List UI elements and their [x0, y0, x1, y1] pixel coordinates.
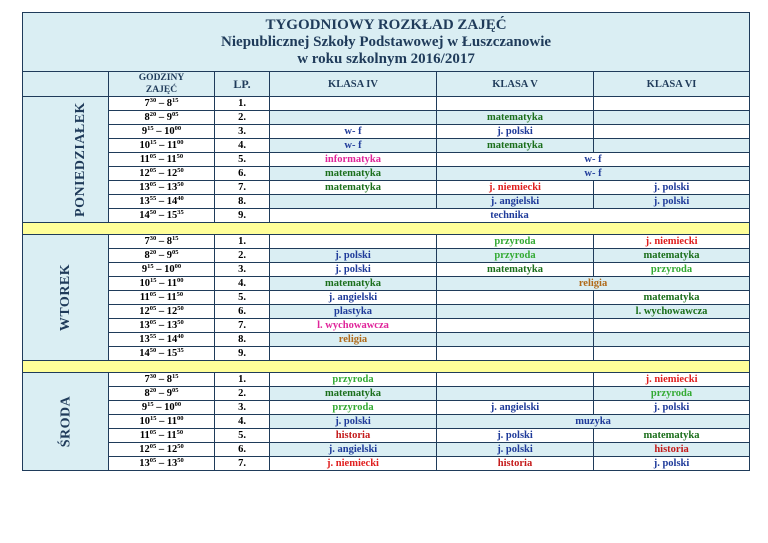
time-end-hour: 12: [166, 168, 178, 179]
time-end-hour: 11: [167, 278, 177, 289]
subject-cell: [594, 125, 750, 139]
time-start-hour: 10: [139, 278, 151, 289]
lesson-time: $14^{50} - 15^{35}$: [109, 347, 215, 361]
subject-cell: j. polski: [437, 125, 594, 139]
subject-cell: [437, 97, 594, 111]
time-start-hour: 13: [139, 334, 150, 345]
header-class-4: KLASA IV: [270, 72, 437, 97]
lesson-number: 4.: [215, 139, 270, 153]
lesson-time: $8^{20} - 9^{05}$: [109, 111, 215, 125]
lesson-number: 3.: [215, 263, 270, 277]
lesson-number: 8.: [215, 195, 270, 209]
lesson-time: $12^{05} - 12^{50}$: [109, 167, 215, 181]
time-end-min: 40: [177, 195, 184, 202]
subject-cell: j. polski: [270, 263, 437, 277]
time-end-min: 50: [177, 167, 184, 174]
time-end-min: 50: [177, 319, 184, 326]
lesson-number: 5.: [215, 429, 270, 443]
subject-cell: j. niemiecki: [437, 181, 594, 195]
time-start-min: 50: [149, 209, 157, 216]
lesson-number: 6.: [215, 443, 270, 457]
subject-cell: matematyka: [270, 167, 437, 181]
subject-cell: l. wychowawcza: [594, 305, 750, 319]
time-end-min: 50: [177, 181, 184, 188]
lesson-row: [23, 277, 750, 291]
lesson-number: 8.: [215, 333, 270, 347]
lesson-number: 3.: [215, 401, 270, 415]
lesson-time: $7^{30} - 8^{15}$: [109, 97, 215, 111]
subject-cell: [270, 97, 437, 111]
subject-cell: matematyka: [270, 181, 437, 195]
lesson-row: [23, 401, 750, 415]
time-end-hour: 13: [166, 182, 178, 193]
subject-cell: j. angielski: [270, 291, 437, 305]
day-label-cell: [23, 235, 109, 361]
time-end-hour: 14: [166, 334, 178, 345]
schedule-title: [23, 13, 750, 72]
subject-cell: [270, 235, 437, 249]
lesson-row: [23, 429, 750, 443]
time-end-min: 00: [174, 125, 182, 132]
lesson-number: 2.: [215, 387, 270, 401]
schedule-wrapper: [22, 12, 749, 471]
time-start-min: 55: [149, 333, 157, 340]
header-row: [23, 72, 750, 97]
subject-cell: przyroda: [437, 235, 594, 249]
time-start-min: 15: [150, 139, 157, 146]
lesson-row: [23, 249, 750, 263]
lesson-time: $10^{15} - 11^{00}$: [109, 415, 215, 429]
subject-cell: j. polski: [594, 181, 750, 195]
time-end-hour: 14: [166, 196, 178, 207]
lesson-number: 7.: [215, 181, 270, 195]
time-end-min: 50: [176, 153, 184, 160]
header-hours: [109, 72, 215, 97]
time-start-hour: 10: [139, 140, 151, 151]
subject-cell: j. angielski: [270, 443, 437, 457]
subject-cell: [437, 319, 594, 333]
time-end-hour: 10: [164, 402, 175, 413]
time-end-min: 00: [176, 139, 184, 146]
lesson-row: [23, 305, 750, 319]
time-end-min: 15: [172, 373, 179, 380]
time-end-hour: 13: [166, 320, 178, 331]
lesson-time: $13^{05} - 13^{50}$: [109, 457, 215, 471]
day-name: ŚRODA: [57, 395, 73, 447]
lesson-number: 2.: [215, 249, 270, 263]
lesson-row: [23, 291, 750, 305]
time-start-min: 20: [149, 249, 157, 256]
lesson-time: $11^{05} - 11^{50}$: [109, 429, 215, 443]
lesson-number: 1.: [215, 373, 270, 387]
subject-cell: [270, 195, 437, 209]
lesson-row: [23, 167, 750, 181]
time-start-min: 15: [150, 415, 157, 422]
time-start-min: 20: [149, 387, 157, 394]
lesson-row: [23, 181, 750, 195]
time-start-hour: 13: [139, 320, 150, 331]
subject-cell: matematyka: [594, 249, 750, 263]
lesson-number: 6.: [215, 167, 270, 181]
time-start-hour: 11: [139, 154, 150, 165]
subject-cell: [594, 139, 750, 153]
subject-cell: matematyka: [437, 111, 594, 125]
lesson-time: $10^{15} - 11^{00}$: [109, 139, 215, 153]
time-start-hour: 8: [144, 112, 150, 123]
lesson-number: 6.: [215, 305, 270, 319]
subject-cell: [437, 347, 594, 361]
subject-cell: [437, 387, 594, 401]
lesson-time: $9^{15} - 10^{00}$: [109, 125, 215, 139]
time-end-min: 35: [177, 347, 184, 354]
day-separator: [23, 223, 750, 235]
lesson-row: [23, 263, 750, 277]
subject-cell: [437, 291, 594, 305]
time-start-hour: 7: [144, 98, 150, 109]
lesson-row: [23, 97, 750, 111]
time-start-hour: 12: [139, 306, 150, 317]
subject-cell: matematyka: [437, 263, 594, 277]
lesson-number: 1.: [215, 235, 270, 249]
lesson-number: 3.: [215, 125, 270, 139]
time-end-hour: 11: [166, 292, 177, 303]
time-start-min: 20: [149, 111, 157, 118]
time-start-min: 05: [149, 319, 157, 326]
time-start-min: 15: [147, 263, 154, 270]
time-end-hour: 11: [166, 430, 177, 441]
title-line-1: TYGODNIOWY ROZKŁAD ZAJĘĆ: [265, 16, 507, 33]
lesson-row: [23, 319, 750, 333]
lesson-time: $11^{05} - 11^{50}$: [109, 291, 215, 305]
lesson-time: $13^{05} - 13^{50}$: [109, 319, 215, 333]
subject-cell: j. polski: [270, 249, 437, 263]
subject-cell: historia: [437, 457, 594, 471]
header-class-6: KLASA VI: [594, 72, 750, 97]
time-end-min: 15: [172, 235, 179, 242]
lesson-row: [23, 195, 750, 209]
subject-cell: j. polski: [594, 195, 750, 209]
time-start-min: 30: [149, 373, 157, 380]
time-start-hour: 11: [139, 430, 150, 441]
time-start-min: 30: [149, 235, 157, 242]
subject-cell: przyroda: [594, 387, 750, 401]
time-start-hour: 12: [139, 168, 150, 179]
subject-cell: w- f: [270, 139, 437, 153]
time-start-hour: 9: [141, 126, 148, 137]
time-end-hour: 13: [166, 458, 178, 469]
time-start-min: 30: [149, 97, 157, 104]
lesson-number: 5.: [215, 291, 270, 305]
time-end-min: 35: [177, 209, 184, 216]
subject-cell: j. polski: [594, 457, 750, 471]
time-end-hour: 15: [166, 348, 178, 359]
time-end-hour: 11: [167, 140, 177, 151]
subject-cell: j. niemiecki: [270, 457, 437, 471]
lesson-number: 9.: [215, 347, 270, 361]
lesson-row: [23, 373, 750, 387]
time-end-min: 50: [177, 457, 184, 464]
time-start-min: 05: [149, 443, 157, 450]
separator-cell: [23, 223, 750, 235]
lesson-time: $13^{55} - 14^{40}$: [109, 195, 215, 209]
day-separator: [23, 361, 750, 373]
lesson-time: $7^{30} - 8^{15}$: [109, 235, 215, 249]
time-start-hour: 7: [144, 374, 150, 385]
time-end-min: 05: [172, 249, 179, 256]
lesson-row: [23, 347, 750, 361]
lesson-time: $11^{05} - 11^{50}$: [109, 153, 215, 167]
subject-cell: j. polski: [594, 401, 750, 415]
lesson-time: $12^{05} - 12^{50}$: [109, 443, 215, 457]
time-start-hour: 11: [139, 292, 150, 303]
day-label-cell: [23, 373, 109, 471]
subject-cell: religia: [270, 333, 437, 347]
header-corner: [23, 72, 109, 97]
lesson-time: $12^{05} - 12^{50}$: [109, 305, 215, 319]
subject-cell: j. niemiecki: [594, 373, 750, 387]
time-start-hour: 10: [139, 416, 151, 427]
separator-cell: [23, 361, 750, 373]
time-end-min: 00: [176, 415, 184, 422]
lesson-time: $14^{50} - 15^{35}$: [109, 209, 215, 223]
title-line-2: Niepublicznej Szkoły Podstawowej w Łuszczanowie: [221, 33, 552, 50]
time-end-hour: 8: [166, 236, 172, 247]
time-end-hour: 9: [166, 388, 172, 399]
lesson-row: [23, 153, 750, 167]
subject-cell: historia: [594, 443, 750, 457]
time-start-hour: 8: [144, 250, 150, 261]
subject-cell: [437, 333, 594, 347]
subject-cell: l. wychowawcza: [270, 319, 437, 333]
lesson-number: 4.: [215, 415, 270, 429]
lesson-number: 9.: [215, 209, 270, 223]
time-start-hour: 12: [139, 444, 150, 455]
time-end-min: 00: [174, 263, 182, 270]
day-label-cell: [23, 97, 109, 223]
subject-cell: [270, 347, 437, 361]
lesson-row: [23, 125, 750, 139]
lesson-number: 2.: [215, 111, 270, 125]
lesson-row: [23, 235, 750, 249]
time-end-hour: 12: [166, 444, 178, 455]
subject-cell: [594, 111, 750, 125]
day-name: PONIEDZIAŁEK: [72, 101, 88, 217]
time-start-hour: 14: [139, 210, 150, 221]
subject-cell: j. polski: [437, 429, 594, 443]
time-end-hour: 8: [166, 98, 172, 109]
time-start-min: 05: [149, 167, 157, 174]
lesson-time: $13^{55} - 14^{40}$: [109, 333, 215, 347]
subject-cell: [594, 97, 750, 111]
lesson-time: $8^{20} - 9^{05}$: [109, 387, 215, 401]
subject-cell: plastyka: [270, 305, 437, 319]
subject-cell: religia: [437, 277, 750, 291]
time-end-min: 00: [176, 277, 184, 284]
header-hours-label: GODZINY ZAJĘĆ: [138, 73, 185, 95]
subject-cell: w- f: [437, 153, 750, 167]
subject-cell: informatyka: [270, 153, 437, 167]
lesson-time: $9^{15} - 10^{00}$: [109, 401, 215, 415]
time-end-hour: 12: [166, 306, 178, 317]
subject-cell: w- f: [437, 167, 750, 181]
time-start-min: 05: [149, 457, 157, 464]
time-end-hour: 11: [167, 416, 177, 427]
time-start-min: 50: [149, 347, 157, 354]
subject-cell: [437, 305, 594, 319]
lesson-number: 1.: [215, 97, 270, 111]
header-lp: LP.: [215, 72, 270, 97]
time-end-min: 05: [172, 111, 179, 118]
time-start-hour: 7: [144, 236, 150, 247]
lesson-time: $13^{05} - 13^{50}$: [109, 181, 215, 195]
time-end-min: 15: [172, 97, 179, 104]
lesson-row: [23, 457, 750, 471]
time-end-hour: 15: [166, 210, 178, 221]
subject-cell: matematyka: [437, 139, 594, 153]
subject-cell: przyroda: [594, 263, 750, 277]
lesson-time: $9^{15} - 10^{00}$: [109, 263, 215, 277]
time-end-hour: 10: [164, 264, 175, 275]
subject-cell: matematyka: [594, 429, 750, 443]
lesson-number: 5.: [215, 153, 270, 167]
time-start-min: 05: [149, 429, 157, 436]
time-end-min: 50: [177, 305, 184, 312]
time-end-hour: 9: [166, 250, 172, 261]
subject-cell: j. polski: [437, 443, 594, 457]
header-class-5: KLASA V: [437, 72, 594, 97]
time-start-min: 05: [149, 291, 157, 298]
time-start-min: 15: [150, 277, 157, 284]
time-start-hour: 13: [139, 458, 150, 469]
subject-cell: matematyka: [270, 277, 437, 291]
subject-cell: matematyka: [270, 387, 437, 401]
time-end-min: 50: [176, 291, 184, 298]
time-start-hour: 14: [139, 348, 150, 359]
time-end-min: 50: [177, 443, 184, 450]
time-end-min: 00: [174, 401, 182, 408]
lesson-row: [23, 415, 750, 429]
lesson-number: 7.: [215, 457, 270, 471]
time-end-min: 50: [176, 429, 184, 436]
subject-cell: [594, 319, 750, 333]
time-end-min: 05: [172, 387, 179, 394]
subject-cell: technika: [270, 209, 750, 223]
subject-cell: j. angielski: [437, 401, 594, 415]
time-start-min: 05: [149, 305, 157, 312]
lesson-time: $10^{15} - 11^{00}$: [109, 277, 215, 291]
time-end-hour: 9: [166, 112, 172, 123]
time-start-min: 05: [149, 181, 157, 188]
lesson-time: $8^{20} - 9^{05}$: [109, 249, 215, 263]
lesson-row: [23, 139, 750, 153]
day-name: WTOREK: [58, 263, 73, 331]
subject-cell: j. polski: [270, 415, 437, 429]
subject-cell: j. niemiecki: [594, 235, 750, 249]
lesson-row: [23, 443, 750, 457]
time-start-hour: 8: [144, 388, 150, 399]
time-end-hour: 8: [166, 374, 172, 385]
time-start-hour: 9: [141, 264, 148, 275]
lesson-number: 7.: [215, 319, 270, 333]
subject-cell: historia: [270, 429, 437, 443]
schedule-table: [22, 12, 750, 471]
title-line-3: w roku szkolnym 2016/2017: [297, 50, 475, 67]
time-end-hour: 10: [164, 126, 175, 137]
time-end-min: 40: [177, 333, 184, 340]
lesson-time: $7^{30} - 8^{15}$: [109, 373, 215, 387]
subject-cell: [270, 111, 437, 125]
time-start-hour: 13: [139, 182, 150, 193]
subject-cell: w- f: [270, 125, 437, 139]
time-start-min: 15: [147, 125, 154, 132]
time-start-min: 55: [149, 195, 157, 202]
time-start-hour: 9: [141, 402, 148, 413]
lesson-row: [23, 387, 750, 401]
time-start-min: 05: [149, 153, 157, 160]
subject-cell: przyroda: [270, 373, 437, 387]
subject-cell: przyroda: [437, 249, 594, 263]
subject-cell: [437, 373, 594, 387]
subject-cell: matematyka: [594, 291, 750, 305]
subject-cell: muzyka: [437, 415, 750, 429]
time-start-min: 15: [147, 401, 154, 408]
time-start-hour: 13: [139, 196, 150, 207]
subject-cell: przyroda: [270, 401, 437, 415]
lesson-number: 4.: [215, 277, 270, 291]
subject-cell: [594, 333, 750, 347]
lesson-row: [23, 209, 750, 223]
subject-cell: [594, 347, 750, 361]
subject-cell: j. angielski: [437, 195, 594, 209]
time-end-hour: 11: [166, 154, 177, 165]
lesson-row: [23, 333, 750, 347]
lesson-row: [23, 111, 750, 125]
